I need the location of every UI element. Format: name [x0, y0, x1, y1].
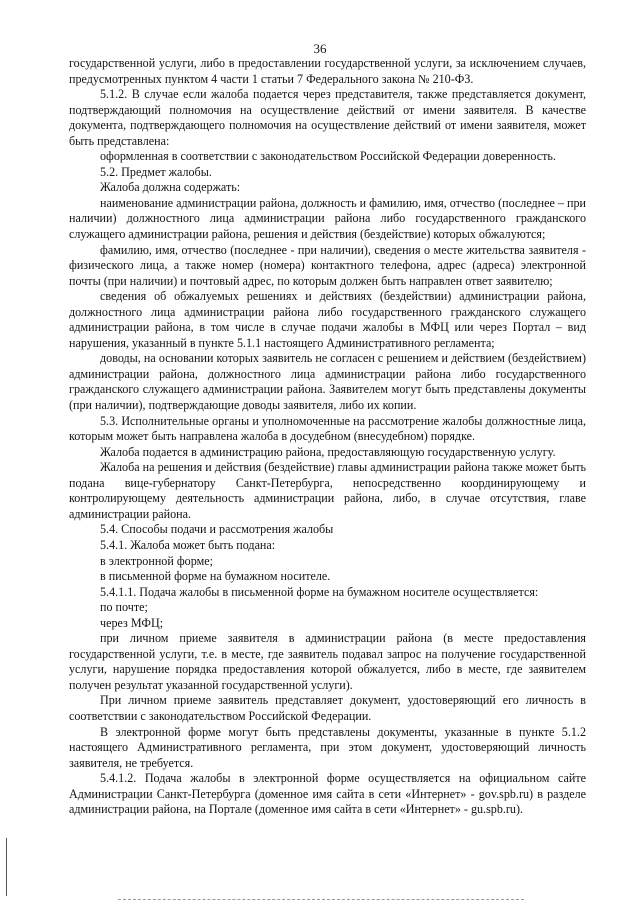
paragraph: по почте; — [100, 600, 148, 615]
paragraph: в электронной форме; — [100, 553, 213, 568]
paragraph: 5.4. Способы подачи и рассмотрения жалобы — [100, 522, 334, 537]
paragraph: в письменной форме на бумажном носителе. — [100, 569, 331, 584]
paragraph: Жалоба подается в администрацию района, предоставляющую государственную услугу. — [100, 444, 556, 459]
paragraph: доводы, на основании которых заявитель не согласен с решением и действием (бездействием) администрации района, должностного лица администрации района либо государственного гражданского служащего администрации района. Заявителем могут быть представлены документы (при наличии), подтверждающие доводы заявителя, либо их копии. — [69, 351, 586, 413]
paragraph: В электронной форме могут быть представлены документы, указанные в пункте 5.1.2 настоящего Административного регламента, при этом документ, удостоверяющий личность заявителя, не требуется. — [69, 724, 586, 770]
paragraph: Жалоба на решения и действия (бездействие) главы администрации района также может быть подана вице-губернатору Санкт-Петербурга, непосредственно координирующему и контролирующему деятельность администрации района, либо, в случае отсутствия, главе администрации района. — [69, 460, 586, 521]
paragraph: наименование администрации района, должность и фамилию, имя, отчество (последнее – при наличии) должностного лица администрации района либо государственного гражданского служащего администрации района, решения и действия (бездействие) которых обжалуются; — [69, 195, 586, 242]
paragraph: оформленная в соответствии с законодательством Российской Федерации доверенность. — [100, 149, 556, 164]
paragraph: 5.2. Предмет жалобы. — [100, 164, 212, 179]
scan-edge-line — [118, 899, 524, 900]
paragraph: Жалоба должна содержать: — [100, 180, 241, 195]
paragraph: через МФЦ; — [100, 615, 164, 630]
paragraph: фамилию, имя, отчество (последнее - при наличии), сведения о месте жительства заявителя - физического лица, а также номер (номера) контактного телефона, адрес (адреса) электронной почты (при наличии) и почтовый адрес, по которым должен быть направлен ответ заявителю; — [69, 242, 586, 288]
paragraph: 5.4.1. Жалоба может быть подана: — [100, 537, 276, 552]
page-number: 36 — [313, 41, 327, 56]
paragraph: 5.4.1.2. Подача жалобы в электронной форме осуществляется на официальном сайте Администрации Санкт-Петербурга (доменное имя сайта в сети «Интернет» - gov.spb.ru) в разделе администрации района, на Портале (доменное имя сайта в сети «Интернет» - gu.spb.ru). — [69, 771, 586, 817]
paragraph: государственной услуги, либо в предоставлении государственной услуги, за исключением случаев, предусмотренных пунктом 4 части 1 статьи 7 Федерального закона № 210-ФЗ. — [69, 56, 586, 86]
document-body — [69, 56, 586, 818]
paragraph: при личном приеме заявителя в администрации района (в месте предоставления государственной услуги, т.е. в месте, где заявитель подавал запрос на получение государственной услуги, нарушение порядка предоставления которой обжалуется, либо в месте, где заявителем получен результат указанной государственной услуги). — [69, 631, 586, 692]
scan-edge-mark — [6, 838, 7, 896]
paragraph: 5.1.2. В случае если жалоба подается через представителя, также представляется документ, подтверждающий полномочия на осуществление действий от имени заявителя. В качестве документа, подтверждающего полномочия на осуществление действий от имени заявителя, может быть представлена: — [69, 87, 586, 148]
paragraph: 5.3. Исполнительные органы и уполномоченные на рассмотрение жалобы должностные лица, которым может быть направлена жалоба в досудебном (внесудебном) порядке. — [69, 413, 586, 444]
paragraph: При личном приеме заявитель представляет документ, удостоверяющий его личность в соответствии с законодательством Российской Федерации. — [69, 693, 586, 723]
paragraph: сведения об обжалуемых решениях и действиях (бездействии) администрации района, должностного лица администрации района либо государственного гражданского служащего администрации района, в том числе в случае подачи жалобы в МФЦ или через Портал – вид нарушения, указанный в пункте 5.1.1 настоящего Административного регламента; — [69, 289, 586, 350]
paragraph: 5.4.1.1. Подача жалобы в письменной форме на бумажном носителе осуществляется: — [100, 584, 539, 599]
